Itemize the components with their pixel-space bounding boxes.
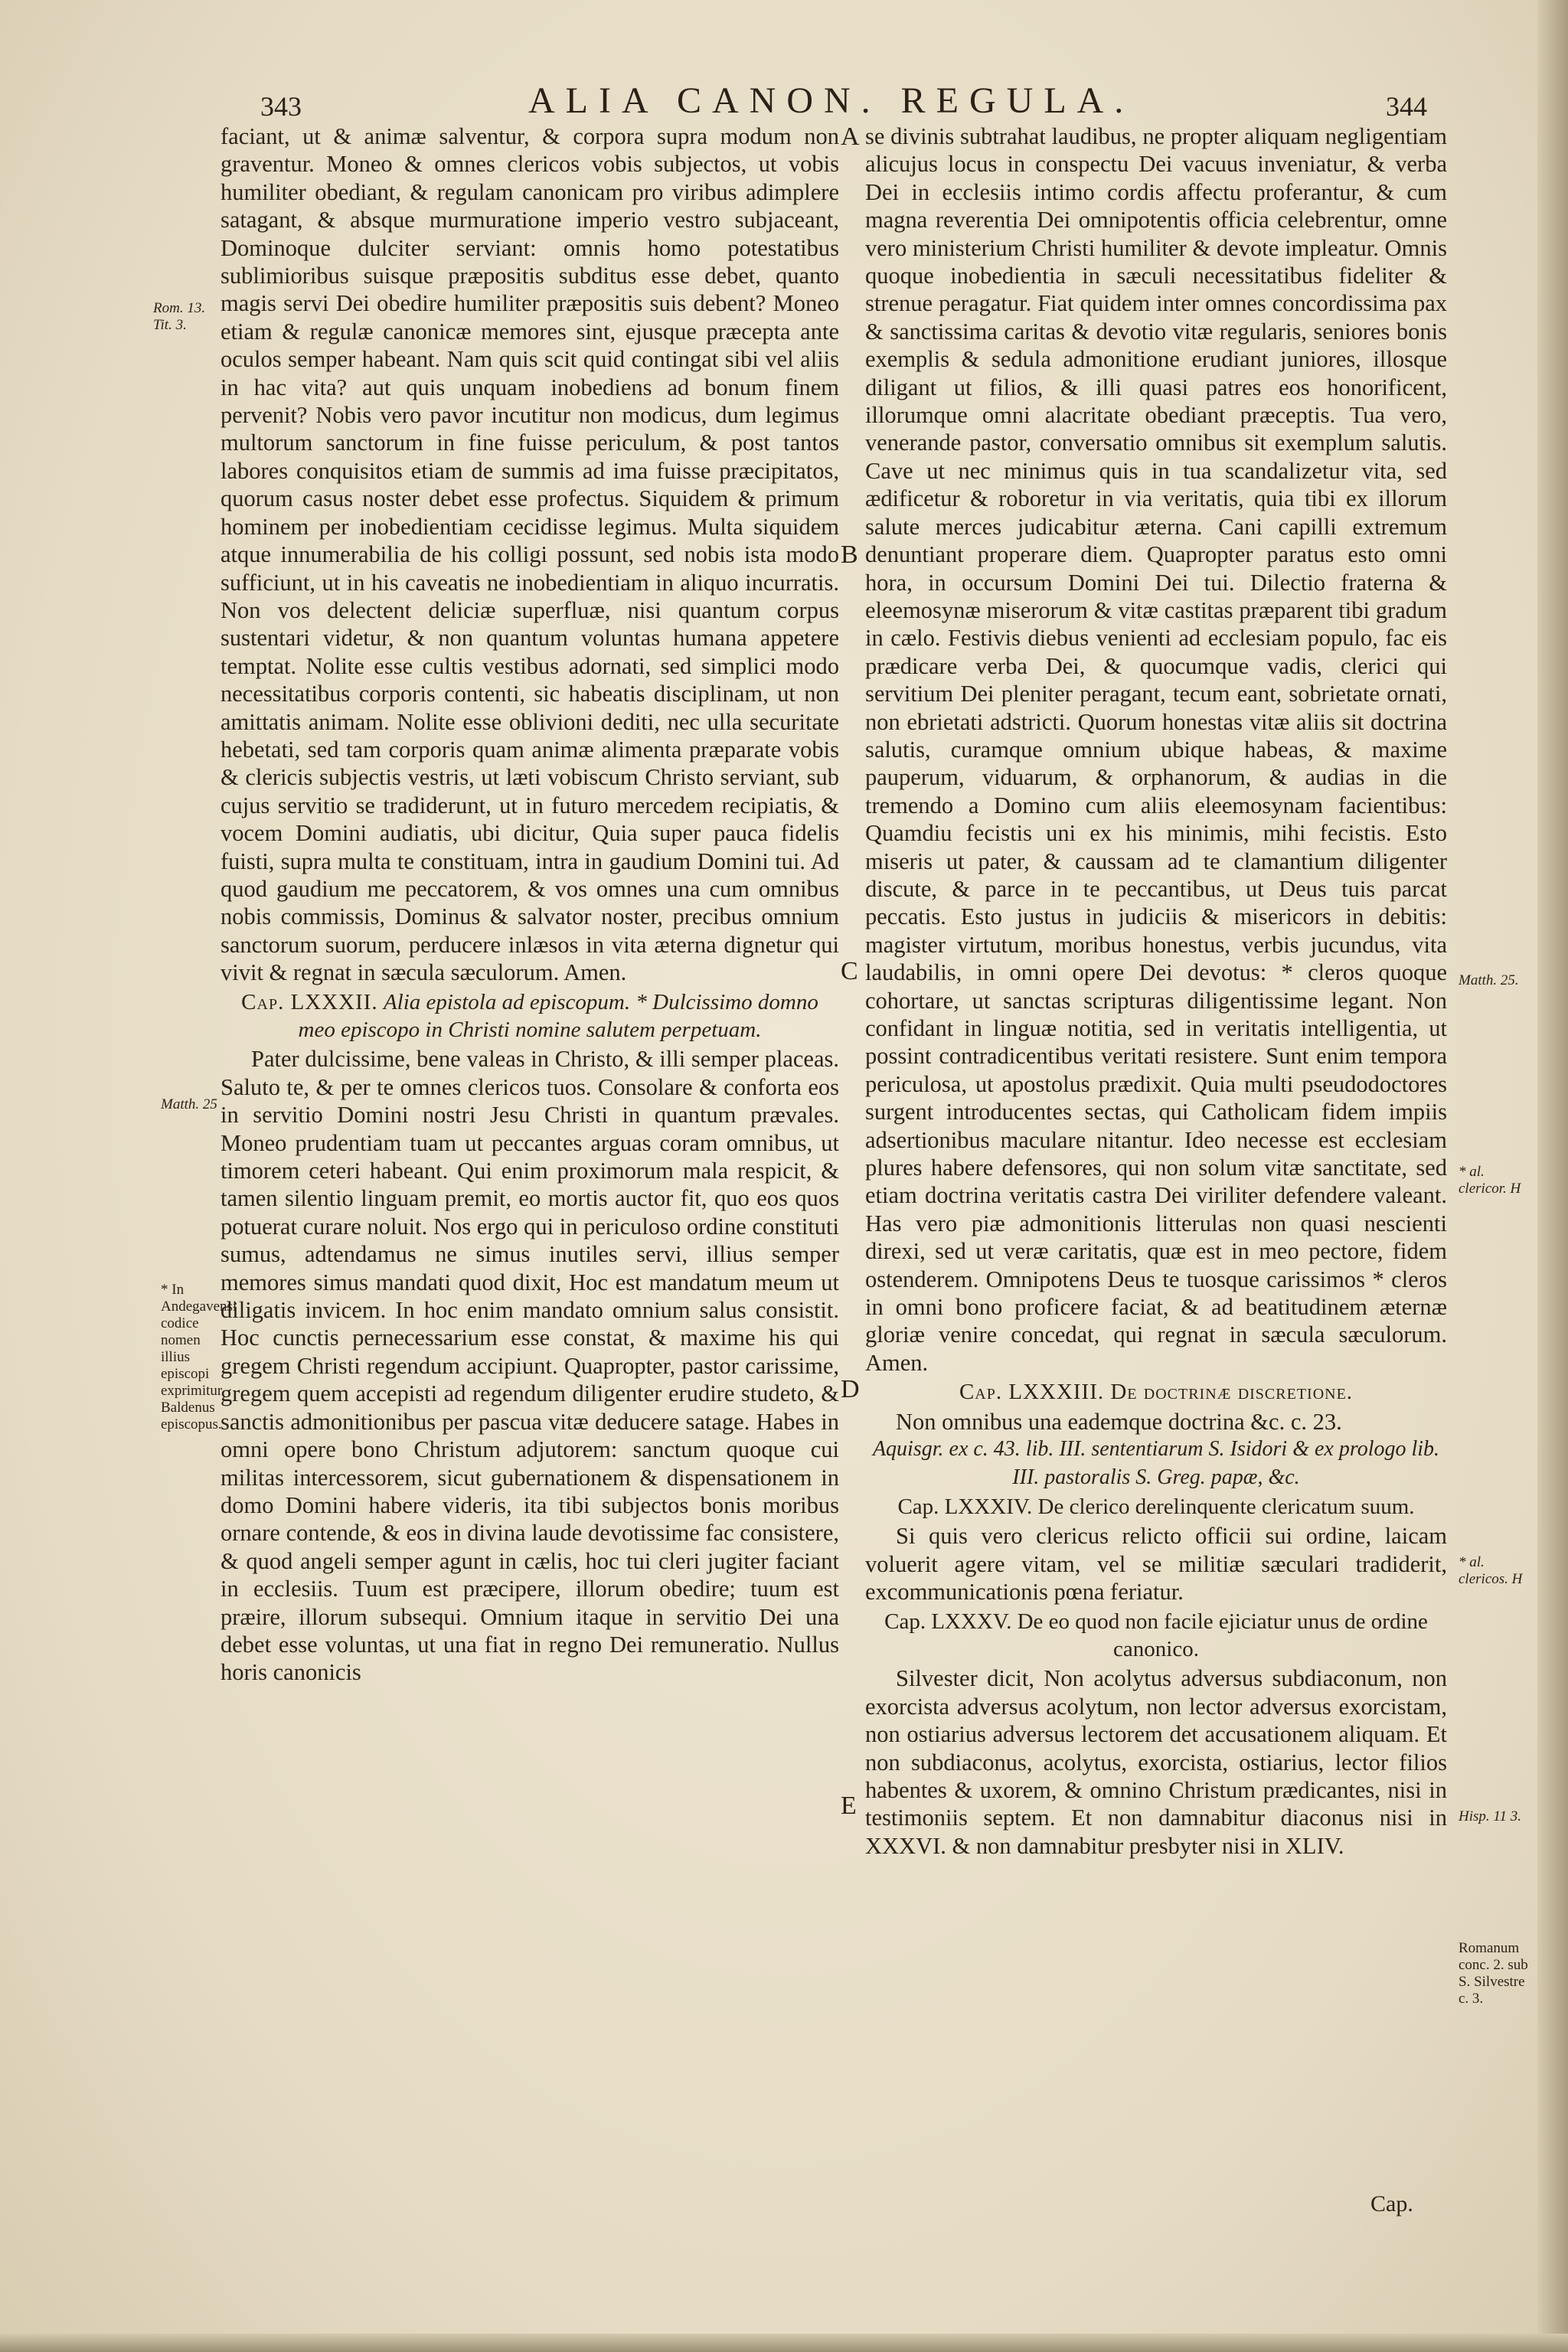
section-letter-a: A [841, 122, 860, 151]
margin-note-rom13: Rom. 13. Tit. 3. [153, 300, 206, 333]
catchword: Cap. [1370, 2191, 1413, 2216]
page-edge-right [1537, 0, 1568, 2352]
margin-note-andegavensi: * In Andegavensi codice nomen illius episcopi exprimitur Baldenus episcopus. [161, 1282, 237, 1432]
chapter-83-text: Non omnibus una eademque doctrina &c. c. 23. [896, 1408, 1342, 1435]
section-letter-c: C [841, 957, 858, 985]
right-paragraph-1: se divinis subtrahat laudibus, ne propter aliquam negligentiam alicujus locus in conspectu Dei vacuus inveniatur, & verba Dei in ecclesiis intimo cordis affectu proferantur, & cum magna reverentia Dei omnipotentis officia celebrentur, omne vero ministerium Christi humiliter & devote impleatur. Omnis quoque inobedientia in sæculi necessitatibus fideliter & strenue peragatur. Fiat quidem inter omnes concordissima pax & sanctissima caritas & devotio vitæ regularis, seniores bonis exemplis & sedula admonitione erudiant juniores, illosque diligant ut filios, & illi quasi patres eos honorificent, illorumque omni alacritate obediant præceptis. Tua vero, venerande pastor, conversatio omnibus sit exemplum salutis. Cave ut nec minimus quis in tua scandalizetur vita, sed ædificetur & roboretur in via veritatis, quia tibi ex illorum salute merces judicabitur æterna. Cani capilli extremum denuntiant properare diem. Quapropter paratus esto omni hora, in occursum Domini Dei tui. Dilectio fraterna & eleemosynæ miserorum & vitæ castitas præparent tibi gradum in cælo. Festivis diebus venienti ad ecclesiam populo, fac eis prædicare verba Dei, & quocumque vadis, clerici qui servitium Dei pleniter peragant, tecum eant, sobrietate ornati, non ebrietati adstricti. Quorum honestas vitæ aliis sit doctrina salutis, curamque omnium ubique habeas, & maxime pauperum, viduarum, & orphanorum, & audias in die tremendo a Domino cum aliis eleemosynam facientibus: Quamdiu fecistis uni ex his minimis, mihi fecistis. Esto miseris ut pater, & caussam ad te clamantium diligenter discute, & parce in te peccantibus, ut Deus tuis parcat peccatis. Esto justus in judiciis & misericors in debitis: magister virtutum, moribus honestus, verbis jucundus, vita laudabilis, in omni opere Dei devotus: * cleros quoque cohortare, ut sanctas scripturas diligentissime legant. Non confidant in linguæ notitia, sed in veritatis intelligentia, ut possint contradicentibus veritati resistere. Sunt enim tempora periculosa, ut apostolus prædixit. Quia multi pseudodoctores surgent introducentes sectas, qui Catholicam fidem impiis adsertionibus maculare nitantur. Ideo necesse est ecclesiam plures habere defensores, qui non solum vitæ sanctitate, sed etiam doctrina veritatis castra Dei viriliter defendere valeant. Has vero piæ admonitionis litterulas non quasi nescienti direxi, sed ut veræ caritatis, quæ est in meo pectore, fidem ostenderem. Omnipotens Deus te tuosque carissimos * cleros in omni bono proficere faciat, & ad beatitudinem æternæ gloriæ venire concedat, qui regnat in sæcula sæculorum. Amen. [865, 123, 1447, 1376]
left-column [220, 122, 839, 1687]
chapter-83-source: Aquisgr. ex c. 43. lib. III. sententiarum S. Isidori & ex prologo lib. III. pastoralis S. Greg. papæ, &c. [872, 1437, 1440, 1489]
margin-note-matth25-right: Matth. 25. [1459, 972, 1519, 988]
chapter-82-number: Cap. LXXXII. [241, 989, 378, 1014]
left-paragraph-2: Pater dulcissime, bene valeas in Christo, & illi semper placeas. Saluto te, & per te omnes clericos tuos. Consolare & conforta eos in servitio Domini nostri Jesu Christi in quantum prævales. Moneo prudentiam tuam ut peccantes arguas coram omnibus, ut timorem ceteri habeant. Qui enim proximorum mala respicit, & tamen silentio linguam premit, eo mortis auctor fit, quo eos quos potuerat curare noluit. Nos ergo qui in periculoso ordine constituti sumus, adtendamus ne simus inutiles servi, illius semper memores simus mandati quod dixit, Hoc est mandatum meum ut diligatis invicem. In hoc enim mandato omnium salus consistit. Hoc cunctis pernecessarium esse constat, & maxime his qui gregem Christi regendum accipiunt. Quapropter, pastor carissime, gregem quem accepisti ad regendum diligenter erudire studeto, & sanctis admonitionibus per pascua vitæ deducere satage. Habes in omni opere bono Christum adjutorem: sanctum quoque cui militas intercessorem, sicut gubernationem & dispensationem in domo Domini habere videris, ita tibi subjectos bonis moribus ornare contende, & eos in divina laude devotissime fac consistere, & quod angeli semper agunt in cælis, hoc tui cleri jugiter faciant in ecclesiis. Tuum est præcipere, illorum obedire; tuum est præire, illorum subsequi. Omnium itaque in servitio Dei una debet esse voluntas, ut una fiat in regno Dei remuneratio. Nullus horis canonicis [220, 1046, 839, 1686]
chapter-83-heading: Cap. LXXXIII. De doctrinæ discretione. [959, 1380, 1354, 1405]
margin-note-hisp: Hisp. 11 3. [1459, 1808, 1521, 1824]
section-letter-b: B [841, 541, 858, 569]
chapter-85-text: Silvester dicit, Non acolytus adversus subdiaconum, non exorcista adversus acolytum, non lector adversus exorcistam, non ostiarius adversus lectorem det accusationem aliquam. Et non subdiaconus, acolytus, exorcista, ostiarius, lector filios habentes & uxorem, & omnino Christum prædicantes, nisi in testimoniis septem. Et non damnabitur diaconus nisi in XXXVI. & non damnabitur presbyter nisi in XLIV. [865, 1665, 1447, 1859]
chapter-84-text: Si quis vero clericus relicto officii sui ordine, laicam voluerit agere vitam, vel se militiæ sæculari tradiderit, excommunicationis pœna feriatur. [865, 1523, 1447, 1606]
page-number-left: 343 [260, 91, 302, 122]
right-column [865, 122, 1447, 1860]
chapter-82-title: Alia epistola ad episcopum. * Dulcissimo domno meo episcopo in Christi nomine salutem perpetuam. [298, 989, 818, 1042]
page-number-right: 344 [1386, 91, 1427, 122]
left-paragraph-1: faciant, ut & animæ salventur, & corpora supra modum non graventur. Moneo & omnes clericos vobis subjectos, ut vobis humiliter obediant, & regulam canonicam pro viribus adimplere satagant, & absque murmuratione imperio vestro subjaceant, Dominoque dulciter serviant: omnis homo potestatibus sublimioribus suisque præpositis subditus esse debet, quanto magis servi Dei obedire humiliter præpositis suis debent? Moneo etiam & regulæ canonicæ memores sint, ejusque præcepta ante oculos semper habeant. Nam quis scit quid contingat sibi vel aliis in hac vita? aut quis unquam inobediens ad bonum finem pervenit? Nobis vero pavor incutitur non modicus, dum legimus multorum sanctorum in fine fuisse periculum, & post tantos labores conquisitos etiam de summis ad ima fuisse præcipitatos, quorum casus noster debet esse profectus. Siquidem & primum hominem per inobedientiam cecidisse legimus. Multa siquidem atque innumerabilia de his colligi possunt, sed nobis ista modo sufficiunt, ut in his caveatis ne inobedientiam in aliquo incurratis. Non vos delectent deliciæ superfluæ, nisi quantum corpus sustentari videtur, & non quantum voluntas humana appetere temptat. Nolite esse cultis vestibus adornati, sed simplici modo necessitatibus corporis contenti, sic habeatis disciplinam, ut non amittatis animam. Nolite esse oblivioni dediti, nec ulla securitate hebetati, sed tam corporis quam animæ alimenta præparate vobis & clericis subjectis vestris, ut læti vobiscum Christo serviant, sub cujus servitio se tradiderunt, ut in futuro mercedem recipiatis, & vocem Domini audiatis, ubi dicitur, Quia super pauca fidelis fuisti, supra multa te constituam, intra in gaudium Domini tui. Ad quod gaudium me peccatorem, & vos omnes una cum omnibus nobis commissis, Dominus & salvator noster, precibus omnium sanctorum suorum, perducere inlæsos in vita æterna dignetur qui vivit & regnat in sæcula sæculorum. Amen. [220, 123, 839, 986]
margin-note-al-clericos: * al. clericos. H [1459, 1554, 1523, 1587]
margin-note-matth25-left: Matth. 25 [161, 1096, 217, 1112]
page-edge-bottom [0, 2334, 1568, 2352]
margin-note-romanum: Romanum conc. 2. sub S. Silvestre c. 3. [1459, 1940, 1528, 2007]
section-letter-e: E [841, 1792, 857, 1820]
chapter-84-heading: Cap. LXXXIV. De clerico derelinquente clericatum suum. [897, 1494, 1415, 1519]
chapter-85-heading: Cap. LXXXV. De eo quod non facile ejiciatur unus de ordine canonico. [884, 1609, 1428, 1661]
chapter-82-heading [220, 988, 839, 1044]
running-title: ALIA CANON. REGULA. [528, 80, 1135, 121]
margin-note-al-clericor: * al. clericor. H [1459, 1164, 1521, 1197]
section-letter-d: D [841, 1375, 860, 1403]
